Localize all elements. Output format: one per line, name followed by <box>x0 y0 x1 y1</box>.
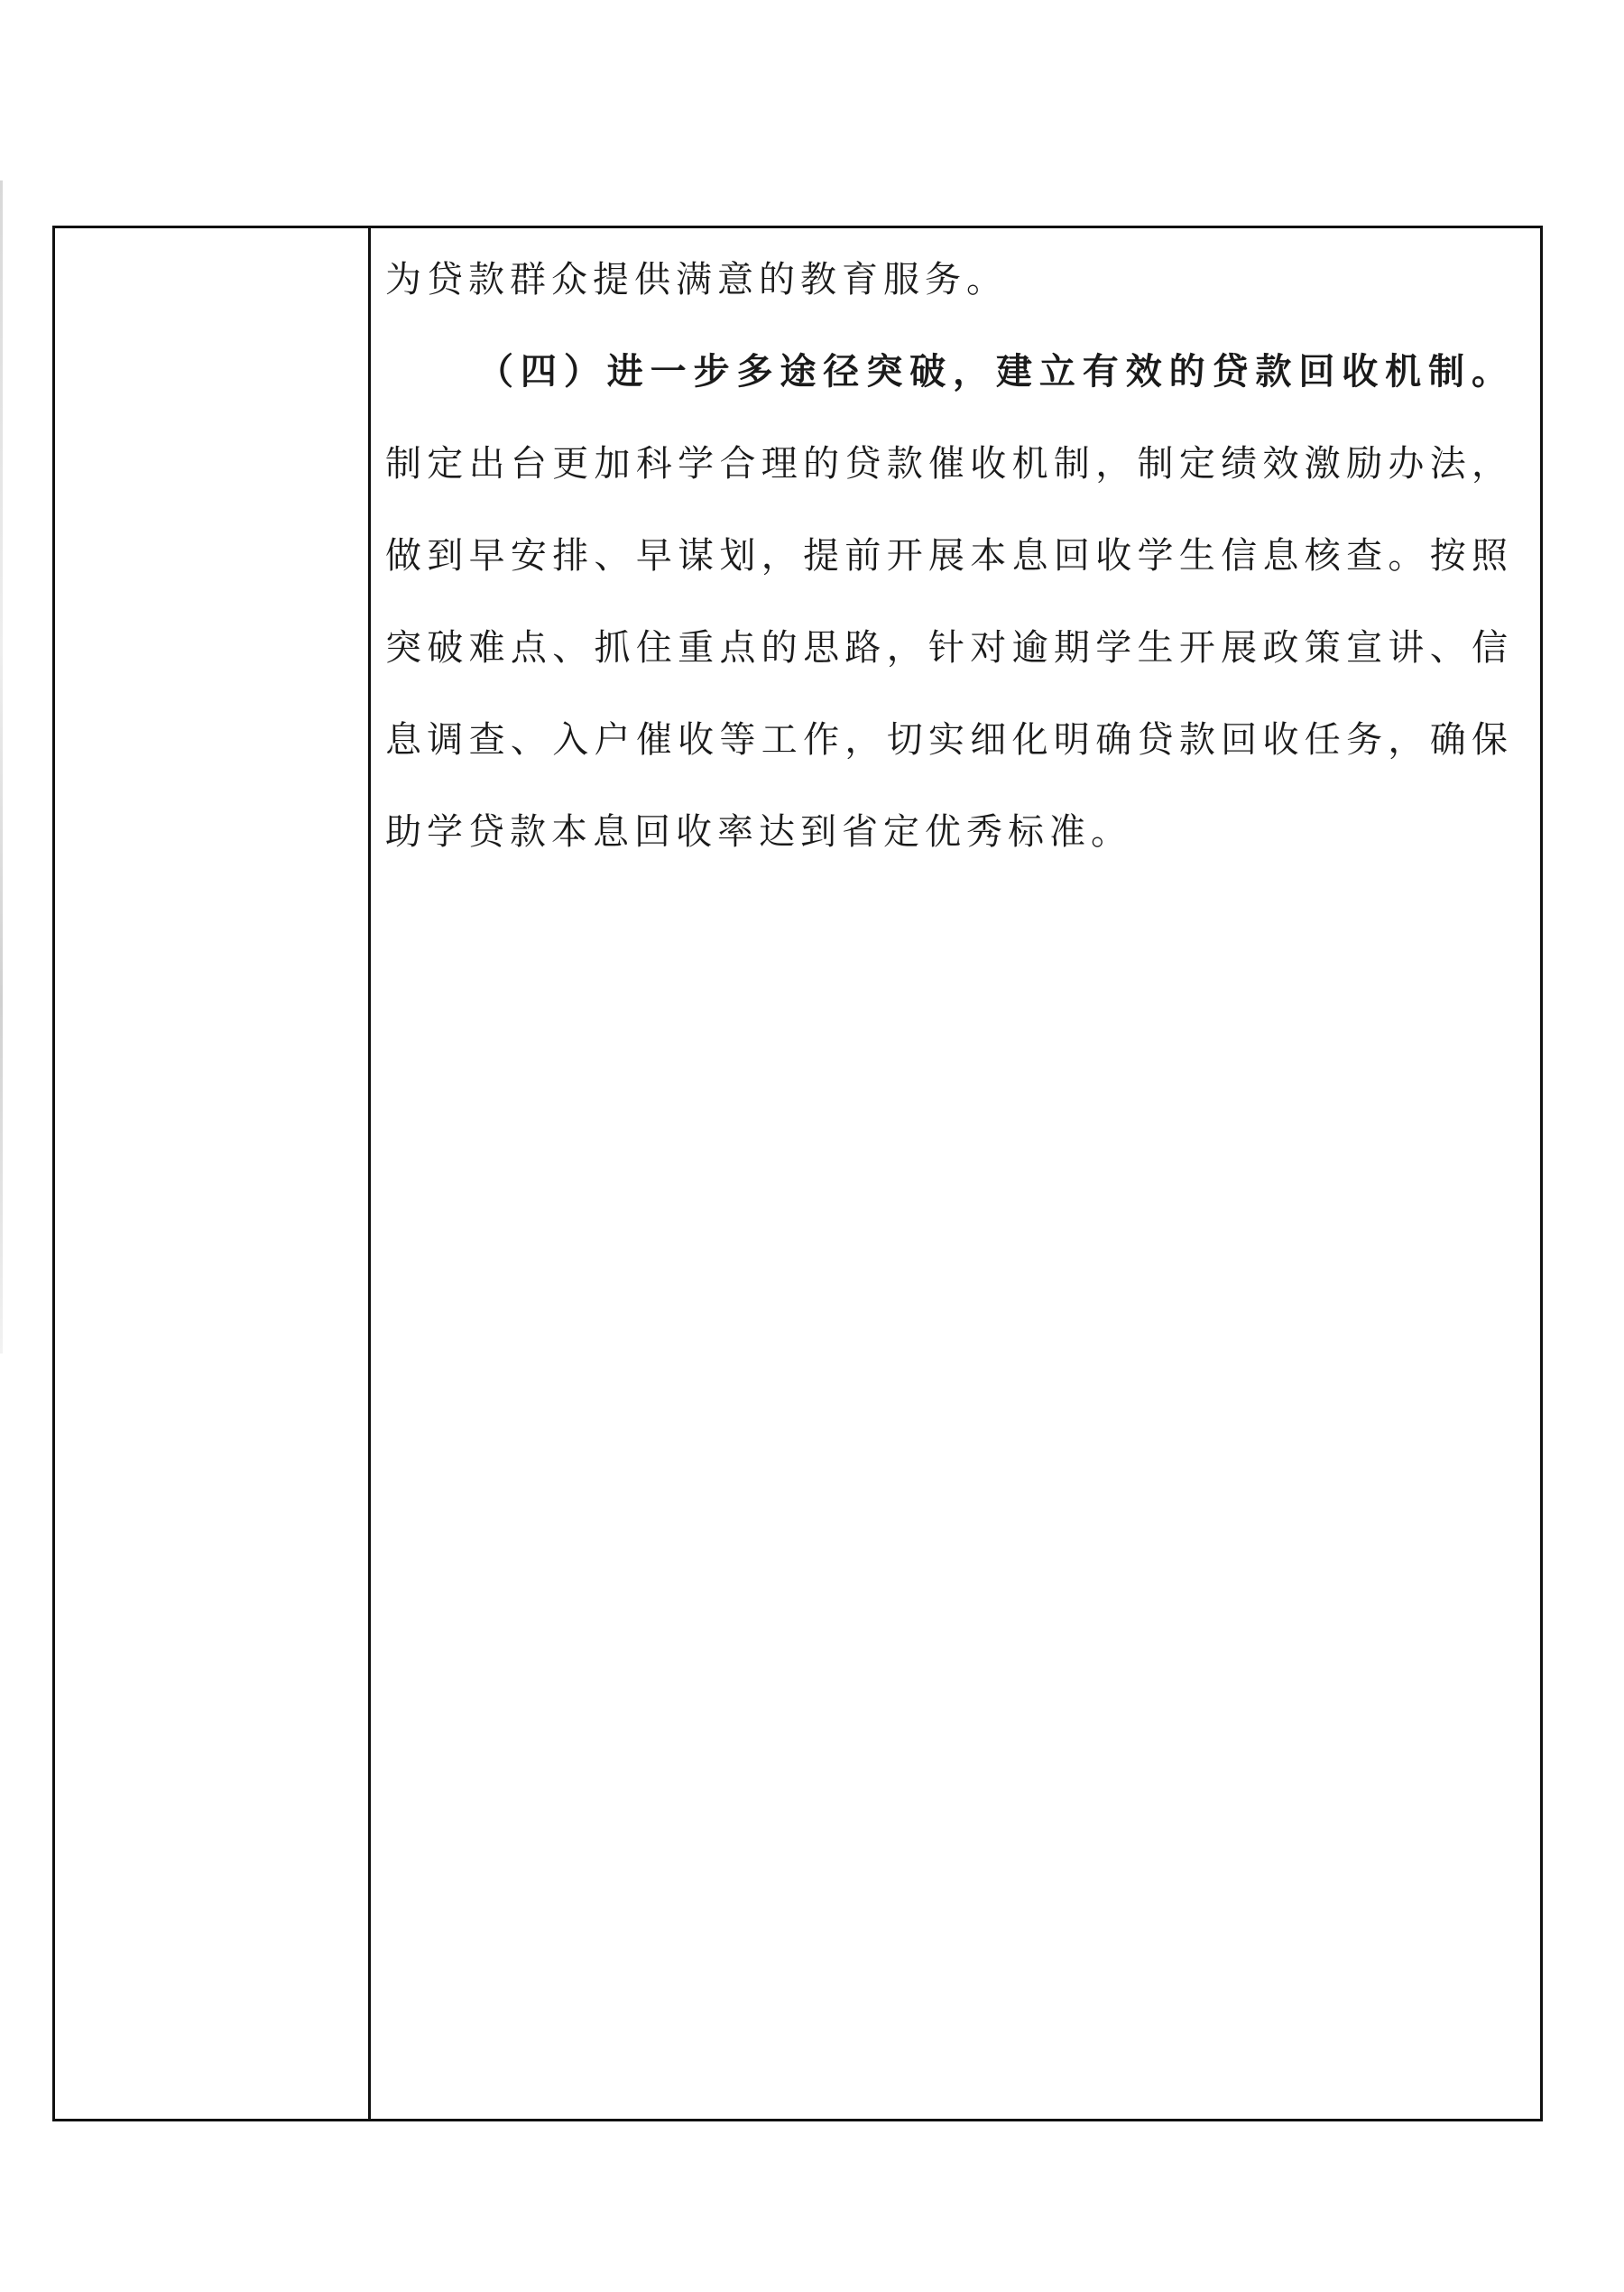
form-table <box>52 226 1543 2121</box>
column-divider <box>368 228 371 2119</box>
section-heading: （四）进一步多途径突破，建立有效的贷款回收机制。 <box>477 351 1513 393</box>
scan-edge-shadow <box>0 180 3 1354</box>
continuation-paragraph: 为贷款群众提供满意的教育服务。 <box>385 259 1008 300</box>
content-cell <box>373 228 1540 2119</box>
section-body: 制定出台更加科学合理的贷款催收机制，制定绩效激励办法，做到早安排、早谋划，提前开展本息回收学生信息核查。按照突破难点、抓住重点的思路，针对逾期学生开展政策宣讲、信息调查、入户催收等工作，切实细化明确贷款回收任务，确保助学贷款本息回收率达到省定优秀标准。 <box>385 443 1513 853</box>
section-paragraph <box>385 326 1513 878</box>
